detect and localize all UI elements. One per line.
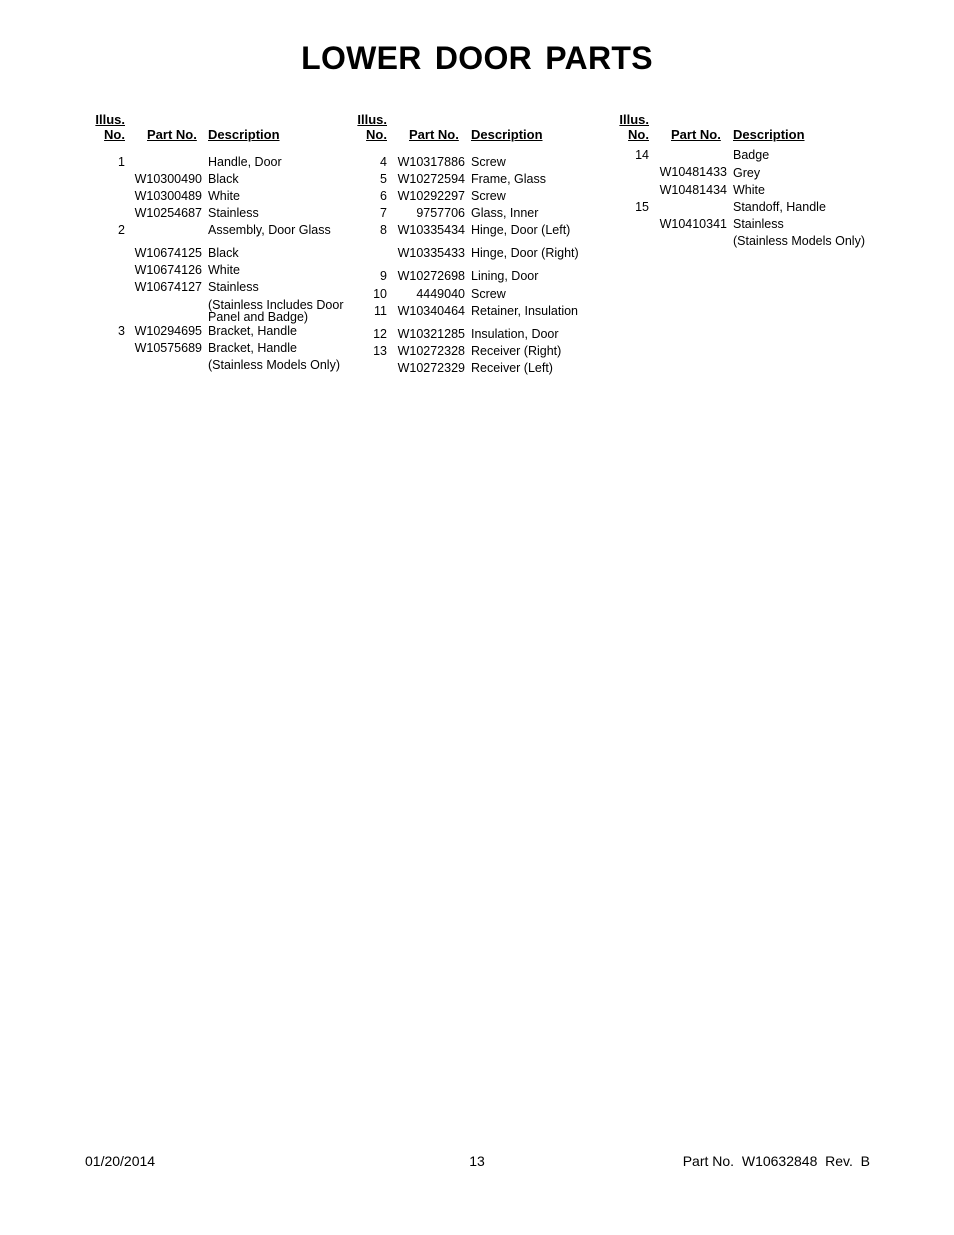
part-number: W10481434: [659, 183, 727, 197]
part-description: Stainless: [733, 217, 784, 231]
part-number: W10272329: [397, 361, 465, 375]
illus-number: 2: [118, 223, 125, 237]
part-description: White: [733, 183, 765, 197]
part-number: W10300490: [134, 172, 202, 186]
part-number: 9757706: [416, 206, 465, 220]
part-number: W10272698: [397, 269, 465, 283]
illus-header-line2: No.: [628, 127, 649, 142]
part-number: W10272594: [397, 172, 465, 186]
illus-header-line1: Illus.: [619, 112, 649, 127]
part-number: 4449040: [416, 287, 465, 301]
illus-number: 13: [373, 344, 387, 358]
illus-number: 14: [635, 148, 649, 162]
description-header: Description: [208, 127, 280, 142]
part-number: W10674127: [134, 280, 202, 294]
part-description: Bracket, Handle: [208, 324, 297, 338]
part-note: (Stainless Models Only): [733, 234, 865, 248]
illus-number: 11: [374, 304, 387, 318]
description-header: Description: [733, 127, 805, 142]
part-description: Standoff, Handle: [733, 200, 826, 214]
part-number: W10335434: [397, 223, 465, 237]
illus-number: 5: [380, 172, 387, 186]
footer-page-number: 13: [469, 1153, 485, 1169]
part-description: Insulation, Door: [471, 327, 559, 341]
part-number: W10481433: [659, 165, 727, 179]
part-number: W10575689: [134, 341, 202, 355]
illus-number: 10: [373, 287, 387, 301]
footer-date: 01/20/2014: [85, 1153, 156, 1169]
part-number: W10674125: [134, 246, 202, 260]
part-description: Lining, Door: [471, 269, 539, 283]
part-description: Screw: [471, 287, 506, 301]
part-description: Receiver (Right): [471, 344, 562, 358]
part-description: Frame, Glass: [471, 172, 547, 186]
illus-number: 3: [118, 324, 125, 338]
page-title: LOWER DOOR PARTS: [301, 40, 653, 76]
illus-number: 9: [380, 269, 387, 283]
illus-header-line1: Illus.: [95, 112, 125, 127]
part-description: Receiver (Left): [471, 361, 553, 375]
part-no-header: Part No.: [409, 127, 459, 142]
illus-header-line1: Illus.: [357, 112, 387, 127]
illus-header-line2: No.: [104, 127, 125, 142]
part-number: W10300489: [134, 189, 202, 203]
part-no-header: Part No.: [147, 127, 197, 142]
footer-part-number: Part No. W10632848 Rev. B: [682, 1153, 870, 1169]
part-number: W10410341: [659, 217, 727, 231]
part-number: W10292297: [397, 189, 465, 203]
part-description: Retainer, Insulation: [471, 304, 579, 318]
part-number: W10317886: [397, 155, 465, 169]
part-no-header: Part No.: [671, 127, 721, 142]
part-description: Screw: [471, 155, 506, 169]
part-description: White: [208, 189, 240, 203]
part-description: Black: [208, 172, 239, 186]
part-number: W10340464: [397, 304, 465, 318]
part-description: Bracket, Handle: [208, 341, 297, 355]
part-description: Handle, Door: [208, 155, 282, 169]
illus-header-line2: No.: [366, 127, 387, 142]
part-number: W10254687: [134, 206, 202, 220]
part-description: Stainless: [208, 280, 259, 294]
part-description: Black: [208, 246, 239, 260]
illus-number: 4: [380, 155, 387, 169]
part-description: Hinge, Door (Left): [471, 223, 571, 237]
illus-number: 15: [635, 200, 649, 214]
part-number: W10321285: [397, 327, 465, 341]
part-description: Stainless: [208, 206, 259, 220]
part-number: W10294695: [134, 324, 202, 338]
part-description: Assembly, Door Glass: [208, 223, 331, 237]
illus-number: 6: [380, 189, 387, 203]
illus-number: 8: [380, 223, 387, 237]
illus-number: 7: [380, 206, 387, 220]
description-header: Description: [471, 127, 543, 142]
part-number: W10674126: [134, 263, 202, 277]
part-number: W10335433: [397, 246, 465, 260]
illus-number: 12: [373, 327, 387, 341]
part-description: Glass, Inner: [471, 206, 539, 220]
part-description: White: [208, 263, 240, 277]
part-note: (Stainless Includes Door Panel and Badge): [208, 298, 344, 324]
illus-number: 1: [118, 155, 125, 169]
part-number: W10272328: [397, 344, 465, 358]
part-note: (Stainless Models Only): [208, 358, 340, 372]
part-description: Screw: [471, 189, 506, 203]
part-description: Hinge, Door (Right): [471, 246, 579, 260]
part-description: Grey: [733, 166, 761, 180]
part-description: Badge: [733, 148, 770, 162]
